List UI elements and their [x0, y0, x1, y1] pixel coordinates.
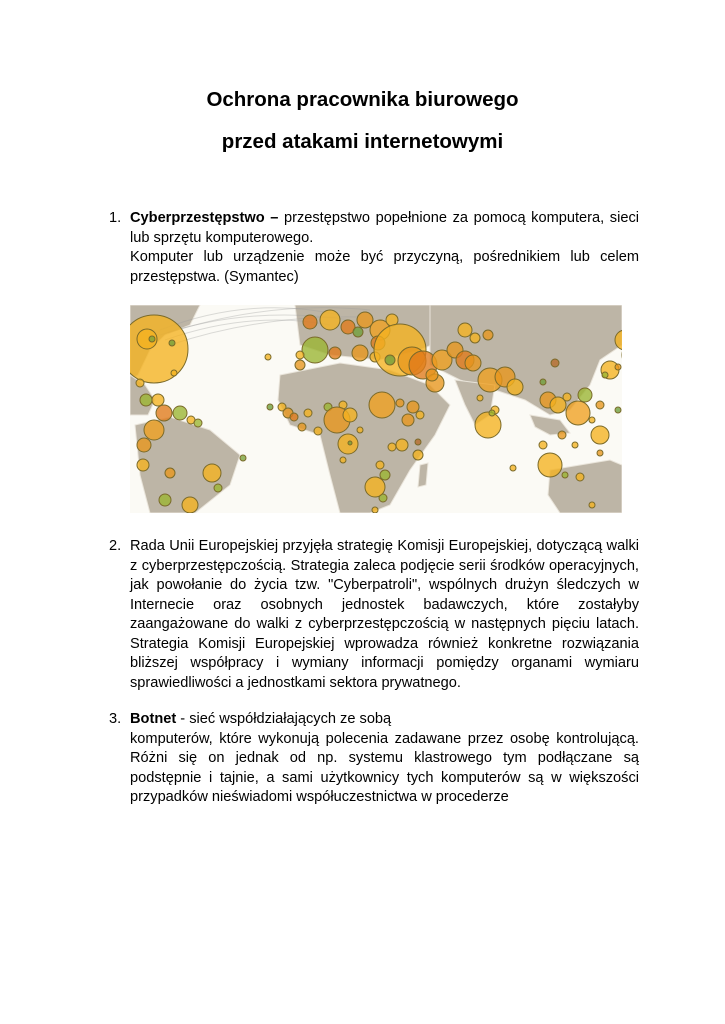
- text-line: Internecie oraz osobnych jednostek badawczych, które zostałyby: [130, 596, 639, 613]
- text-line: Rada Unii Europejskiej przyjęła strategię Komisji Europejskiej, dotyczącą walki: [130, 538, 639, 554]
- world-map-figure: [130, 305, 622, 513]
- term-bold: Cyberprzestępstwo –: [130, 210, 279, 226]
- map-image: [130, 305, 622, 513]
- text-line: lub sprzętu komputerowego.: [130, 229, 314, 246]
- text-line: bliższej współpracy i wymiany informacji pomiędzy organami wymiaru: [130, 655, 639, 671]
- term-bold: Botnet: [130, 711, 177, 727]
- text-line: jak powołanie do życia tzw. "Cyberpatroli", wspólnych drużyn śledczych w: [130, 577, 639, 593]
- list-item-eu-strategy: [109, 537, 639, 693]
- text-line: z cyberprzestępczością. Strategia zaleca podjęcie serii środków operacyjnych,: [130, 557, 639, 574]
- text-line: sprawiedliwości a jednostkami sektora prywatnego.: [130, 674, 461, 691]
- list-number: 3.: [109, 711, 122, 727]
- list-item-cyberprzestepstwo: [109, 209, 639, 287]
- text-line: zaangażowane do walki z cyberprzestępczością w następnych pięciu latach.: [130, 616, 639, 632]
- text-line: przypadków nieświadomi współuczestnictwa w procederze: [130, 789, 509, 805]
- document-title-line-2: przed atakami internetowymi: [221, 130, 504, 153]
- text-line: Różni się on jednak od np. systemu klastrowego tym podłączane są: [130, 750, 639, 766]
- list-number: 2.: [109, 538, 122, 554]
- text-line: Komputer lub urządzenie może być przyczyną, pośrednikiem lub celem: [130, 249, 639, 265]
- text-line: przestępstwa. (Symantec): [130, 268, 299, 285]
- definition-text: przestępstwo popełnione za pomocą komputera, sieci: [278, 210, 639, 226]
- text-line: podstępnie i tajnie, a sami użytkownicy tych komputerów są w większości: [130, 769, 639, 786]
- list-item-botnet: [109, 710, 639, 808]
- text-line: Strategia Komisji Europejskiej wprowadza również konkretne rozwiązania: [130, 635, 639, 652]
- list-number: 1.: [109, 210, 122, 226]
- text-line: komputerów, które wykonują polecenia zadawane przez osobę kontrolującą.: [130, 730, 639, 747]
- definition-text: - sieć współdziałających ze sobą: [176, 711, 392, 727]
- document-title-line-1: Ochrona pracownika biurowego: [206, 88, 519, 111]
